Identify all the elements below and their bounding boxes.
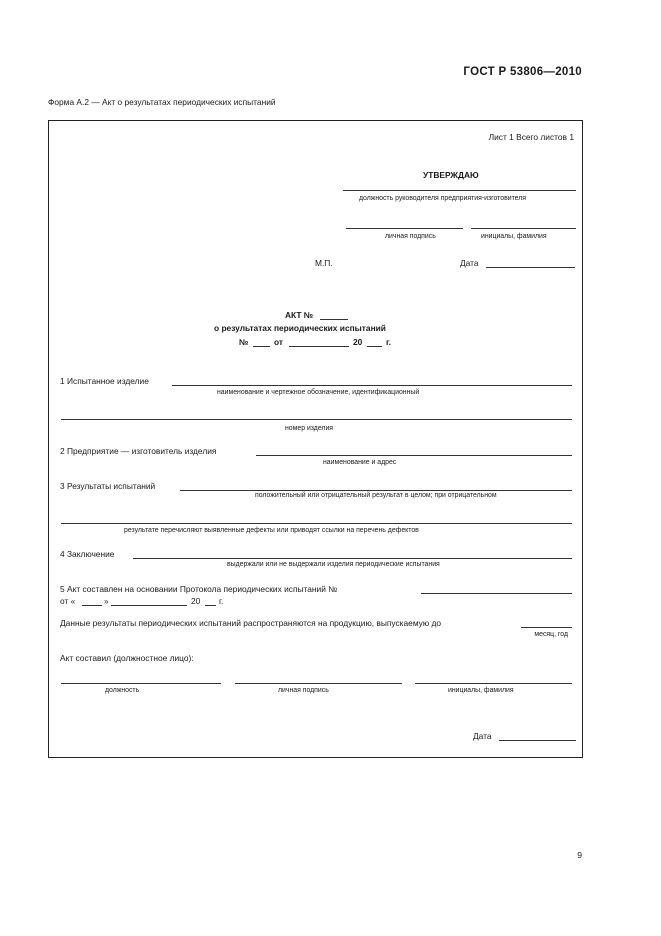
basis-label: 5 Акт составлен на основании Протокола периодических испытаний №	[60, 584, 338, 594]
act-no-line[interactable]	[253, 346, 270, 347]
act-year-line[interactable]	[367, 346, 382, 347]
item-label: 1 Испытанное изделие	[60, 376, 149, 386]
sheet-counter: Лист 1 Всего листов 1	[488, 132, 574, 142]
form-frame	[48, 120, 583, 758]
basis-close-quote: »	[104, 596, 109, 606]
approve-signature-hint: личная подпись	[385, 233, 436, 240]
conclusion-hint: выдержали или не выдержали изделия периодические испытания	[227, 561, 440, 568]
author-position-line[interactable]	[61, 683, 221, 684]
validity-text: Данные результаты периодических испытаний распространяются на продукцию, выпускаемую до	[60, 618, 442, 628]
item-number-hint: номер изделия	[285, 425, 334, 432]
validity-hint: месяц, год	[534, 631, 568, 638]
approve-initials-hint: инициалы, фамилия	[481, 233, 547, 240]
form-caption: Форма А.2 — Акт о результатах периодических испытаний	[48, 97, 276, 107]
results-hint-2: результате перечисляют выявленные дефекты или приводят ссылки на перечень дефектов	[124, 527, 419, 534]
maker-line[interactable]	[256, 455, 572, 456]
act-date-line[interactable]	[289, 346, 349, 347]
approve-initials-line[interactable]	[471, 228, 576, 229]
basis-year: 20	[191, 596, 201, 606]
approve-position-line[interactable]	[343, 190, 576, 191]
basis-from: от «	[60, 596, 76, 606]
final-date-label: Дата	[473, 731, 492, 741]
document-standard-header: ГОСТ Р 53806—2010	[463, 66, 582, 78]
results-hint: положительный или отрицательный результат в целом; при отрицательном	[255, 492, 497, 499]
maker-label: 2 Предприятие — изготовитель изделия	[60, 446, 217, 456]
act-subtitle: о результатах периодических испытаний	[214, 323, 386, 333]
act-number-line[interactable]	[320, 319, 348, 320]
approve-title: УТВЕРЖДАЮ	[423, 170, 479, 180]
item-number-line[interactable]	[61, 419, 572, 420]
conclusion-line[interactable]	[133, 558, 572, 559]
act-title: АКТ №	[285, 310, 314, 320]
stamp-label: М.П.	[315, 258, 333, 268]
basis-month-line[interactable]	[111, 605, 187, 606]
approve-date-label: Дата	[460, 258, 479, 268]
act-from: от	[274, 337, 284, 347]
results-line-2[interactable]	[61, 523, 572, 524]
results-label: 3 Результаты испытаний	[60, 481, 156, 491]
approve-position-hint: должность руководителя предприятия-изготовителя	[359, 195, 527, 202]
validity-date-line[interactable]	[521, 627, 572, 628]
basis-day-line[interactable]	[82, 605, 102, 606]
author-signature-line[interactable]	[235, 683, 402, 684]
author-signature-hint: личная подпись	[278, 687, 329, 694]
maker-hint: наименование и адрес	[323, 459, 397, 466]
final-date-line[interactable]	[499, 740, 576, 741]
item-line[interactable]	[172, 385, 572, 386]
basis-year-line[interactable]	[205, 605, 216, 606]
approve-signature-line[interactable]	[346, 228, 463, 229]
page-number: 9	[577, 850, 582, 860]
author-initials-hint: инициалы, фамилия	[448, 687, 514, 694]
item-hint: наименование и чертежное обозначение, идентификационный	[217, 389, 420, 396]
basis-year-suffix: г.	[219, 596, 224, 606]
author-initials-line[interactable]	[415, 683, 572, 684]
approve-date-line[interactable]	[486, 267, 575, 268]
act-year-suffix: г.	[386, 337, 391, 347]
author-label: Акт составил (должностное лицо):	[60, 653, 194, 663]
basis-number-line[interactable]	[421, 593, 572, 594]
act-number-prefix: №	[239, 337, 249, 347]
author-position-hint: должность	[105, 687, 140, 694]
act-year: 20	[353, 337, 363, 347]
conclusion-label: 4 Заключение	[60, 549, 115, 559]
results-line[interactable]	[180, 490, 572, 491]
